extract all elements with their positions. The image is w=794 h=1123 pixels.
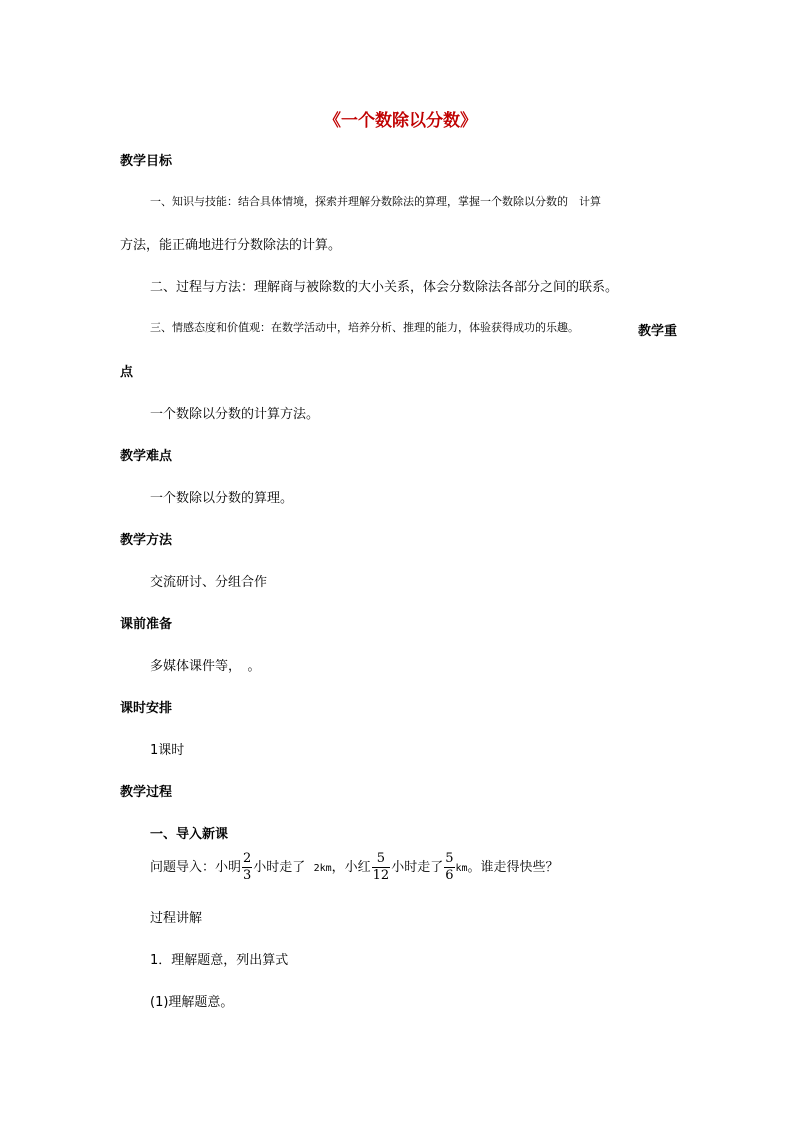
fraction-numerator: 5 (445, 851, 454, 866)
fraction-denominator: 6 (445, 868, 454, 883)
methods-text: 交流研讨、分组合作 (150, 575, 268, 590)
fraction-five-twelfths (372, 851, 391, 884)
question-prefix: 问题导入：小明 (150, 860, 242, 875)
preparation-text: 多媒体课件等， 。 (150, 659, 261, 674)
question-mid-1: 小时走了 (253, 860, 306, 875)
objective-3: 三、情感态度和价值观：在数学活动中，培养分析、推理的能力，体验获得成功的乐趣。 (150, 321, 579, 334)
schedule-text: 1课时 (150, 743, 185, 758)
section-1-heading: 一、导入新课 (150, 827, 229, 842)
objective-1-line-1: 一、知识与技能：结合具体情境，探索并理解分数除法的算理，掌握一个数除以分数的 计算 (150, 195, 601, 208)
step-1a: (1)理解题意。 (150, 995, 234, 1010)
question-distance: 2km (313, 863, 332, 874)
fraction-denominator: 12 (372, 868, 390, 883)
objective-1-line-2: 方法，能正确地进行分数除法的计算。 (120, 238, 342, 253)
key-points-heading-part-2: 点 (120, 365, 134, 380)
question-unit: km (455, 863, 468, 874)
objectives-heading: 教学目标 (120, 154, 173, 169)
question-mid-3: 小时走了 (391, 860, 444, 875)
intro-question (150, 851, 559, 884)
question-suffix: 。谁走得快些？ (467, 860, 559, 875)
question-mid-2: ，小红 (331, 860, 371, 875)
objective-2: 二、过程与方法：理解商与被除数的大小关系，体会分数除法各部分之间的联系。 (150, 280, 619, 295)
fraction-two-thirds (242, 851, 252, 884)
methods-heading: 教学方法 (120, 533, 173, 548)
difficulties-text: 一个数除以分数的算理。 (150, 491, 294, 506)
fraction-numerator: 5 (376, 851, 386, 866)
explain-heading: 过程讲解 (150, 911, 203, 926)
document-title: 《一个数除以分数》 (324, 111, 477, 131)
process-heading: 教学过程 (120, 785, 173, 800)
fraction-denominator: 3 (243, 868, 252, 883)
fraction-five-sixths (444, 851, 454, 884)
fraction-numerator: 2 (243, 851, 252, 866)
difficulties-heading: 教学难点 (120, 449, 173, 464)
key-points-heading-part-1: 教学重 (638, 324, 678, 339)
schedule-heading: 课时安排 (120, 701, 173, 716)
preparation-heading: 课前准备 (120, 617, 173, 632)
step-1: 1．理解题意，列出算式 (150, 953, 289, 968)
key-points-text: 一个数除以分数的计算方法。 (150, 407, 320, 422)
